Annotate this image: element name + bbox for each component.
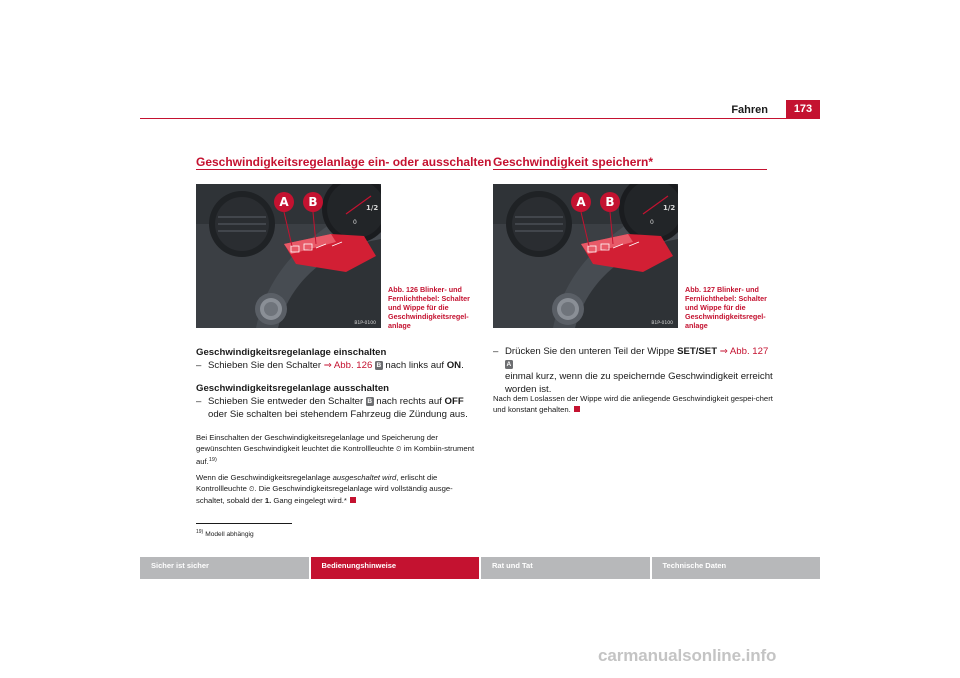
tab-technische-daten[interactable]: Technische Daten [652,557,821,579]
svg-text:1/2: 1/2 [663,204,676,212]
caption-127: Abb. 127 Blinker- und Fernlichthebel: Schalter und Wippe für die Geschwindigkeitsregel- anlage [685,285,767,330]
callout-a: A [279,195,289,209]
tab-bedienungshinweise[interactable]: Bedienungshinweise [311,557,480,579]
note-indicator-on: Bei Einschalten der Geschwindigkeitsregelanlage und Speicherung der gewünschten Geschwindigkeit leuchtet die Kontrollleuchte ⏲ im Kombiin-strument auf.$^{19)}$ [196,433,475,466]
step-cruise-on: – Schieben Sie den Schalter ⇒ Abb. 126 B nach links auf ON. [196,360,464,371]
figure-127 [493,184,678,328]
section-title-left: Geschwindigkeitsregelanlage ein- oder ausschalten [196,155,492,169]
switch-badge-b: B [376,362,382,369]
tab-rat-und-tat[interactable]: Rat und Tat [481,557,650,579]
lever-illustration [196,184,381,328]
bottom-nav [140,557,820,579]
svg-text:0: 0 [353,219,357,226]
header-rule [140,118,820,119]
footnote-rule [196,523,292,524]
switch-badge-a: A [506,360,512,368]
svg-text:0: 0 [650,219,654,226]
figure-code: B1P-0100 [651,321,673,326]
callout-b: B [308,195,318,209]
section-end-icon [574,406,580,412]
cruise-lamp-icon: ⏲ [249,486,255,493]
figure-code: B1P-0100 [354,321,376,326]
svg-text:1/2: 1/2 [366,204,379,212]
section-rule-left [196,169,470,170]
section-title-right: Geschwindigkeit speichern* [493,155,654,169]
figure-126 [196,184,381,328]
section-end-icon [350,497,356,503]
callout-b: B [605,195,615,209]
switch-badge-b: B [367,398,373,405]
lever-illustration [493,184,678,328]
figure-reference[interactable]: ⇒ Abb. 126 [323,360,373,371]
caption-126: Abb. 126 Blinker- und Fernlichthebel: Schalter und Wippe für die Geschwindigkeitsregel- anlage [388,285,470,330]
heading-cruise-on: Geschwindigkeitsregelanlage einschalten [196,347,387,358]
note-indicator-off: Wenn die Geschwindigkeitsregelanlage ausgeschaltet wird, erlischt die Kontrollleuchte ⏲. Die Geschwindigkeitsregelanlage wird vollständig ausge-schaltet, sobald der 1. Gang eingelegt wird.* [196,473,453,505]
callout-a: A [576,195,586,209]
footnote: $^{19)}$ Modell abhängig [196,529,254,538]
section-rule-right [493,169,767,170]
watermark: carmanualsonline.info [598,646,777,665]
tab-sicher-ist-sicher[interactable]: Sicher ist sicher [140,557,309,579]
heading-cruise-off: Geschwindigkeitsregelanlage ausschalten [196,383,390,394]
chapter-title: Fahren [731,104,768,116]
step-cruise-off: – Schieben Sie entweder den Schalter B nach rechts auf OFF oder Sie schalten bei stehendem Fahrzeug die Zündung aus. [196,396,468,420]
figure-reference[interactable]: ⇒ Abb. 127 [719,346,769,357]
page-number: 173 [786,100,820,119]
step-store-speed: – Drücken Sie den unteren Teil der Wippe SET/SET ⇒ Abb. 127 A einmal kurz, wenn die zu speichernde Geschwindigkeit erreicht worden ist. [493,346,773,395]
page-header [140,100,820,120]
cruise-lamp-icon: ⏲ [396,446,402,453]
note-store-speed: Nach dem Loslassen der Wippe wird die anliegende Geschwindigkeit gespei-chert und konstant gehalten. [493,394,773,414]
